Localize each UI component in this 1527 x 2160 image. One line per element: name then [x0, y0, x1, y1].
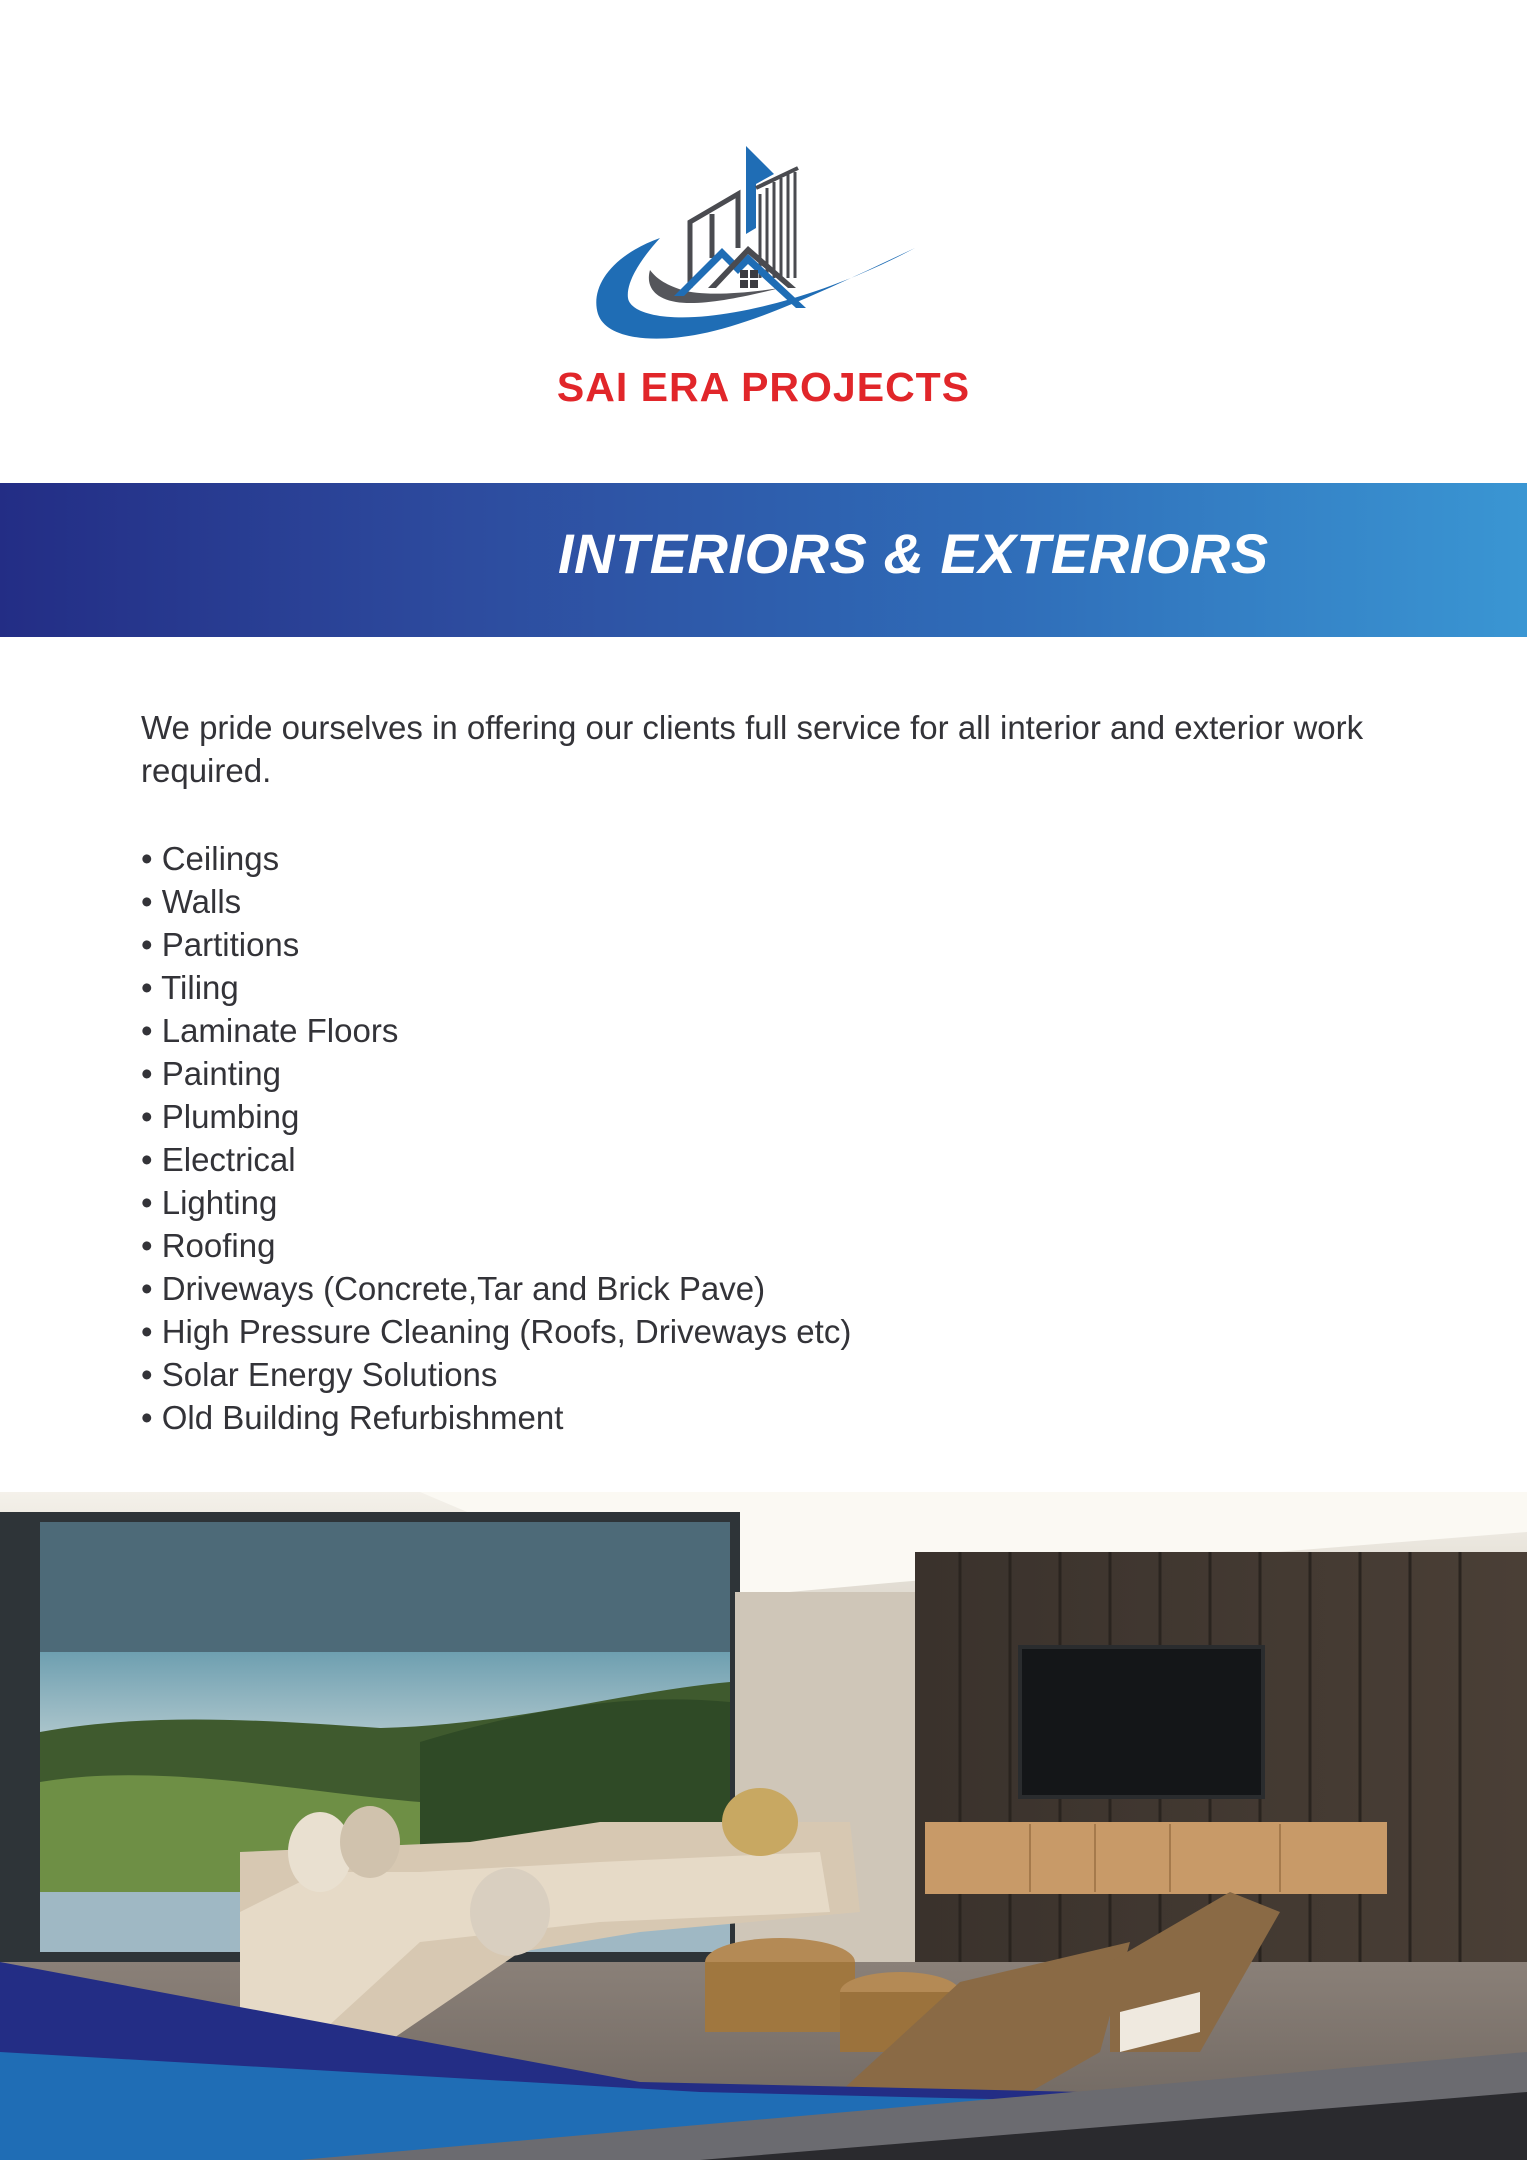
list-item: • Partitions: [141, 926, 300, 963]
list-item: • Plumbing: [141, 1098, 300, 1135]
list-item: • Tiling: [141, 969, 239, 1006]
list-item: • Electrical: [141, 1141, 296, 1178]
list-item: • Laminate Floors: [141, 1012, 399, 1049]
list-item: • Lighting: [141, 1184, 278, 1221]
list-item: • High Pressure Cleaning (Roofs, Driveways etc): [141, 1313, 852, 1350]
list-item: • Walls: [141, 883, 242, 920]
living-room-photo: [0, 1492, 1527, 2160]
intro-paragraph: We pride ourselves in offering our clients full service for all interior and exterior work required.: [141, 709, 1364, 789]
list-item: • Solar Energy Solutions: [141, 1356, 498, 1393]
list-item: • Ceilings: [141, 840, 280, 877]
banner-title: INTERIORS & EXTERIORS: [558, 522, 1269, 585]
services-list: [141, 837, 851, 1439]
title-banner: [0, 483, 1527, 637]
list-item: • Roofing: [141, 1227, 276, 1264]
list-item: • Driveways (Concrete,Tar and Brick Pave): [141, 1270, 766, 1307]
list-item: • Old Building Refurbishment: [141, 1399, 564, 1436]
list-item: • Painting: [141, 1055, 281, 1092]
buildings-house-logo-icon: [590, 138, 920, 368]
brand-name: SAI ERA PROJECTS: [556, 364, 971, 410]
logo-area: [0, 0, 1527, 470]
